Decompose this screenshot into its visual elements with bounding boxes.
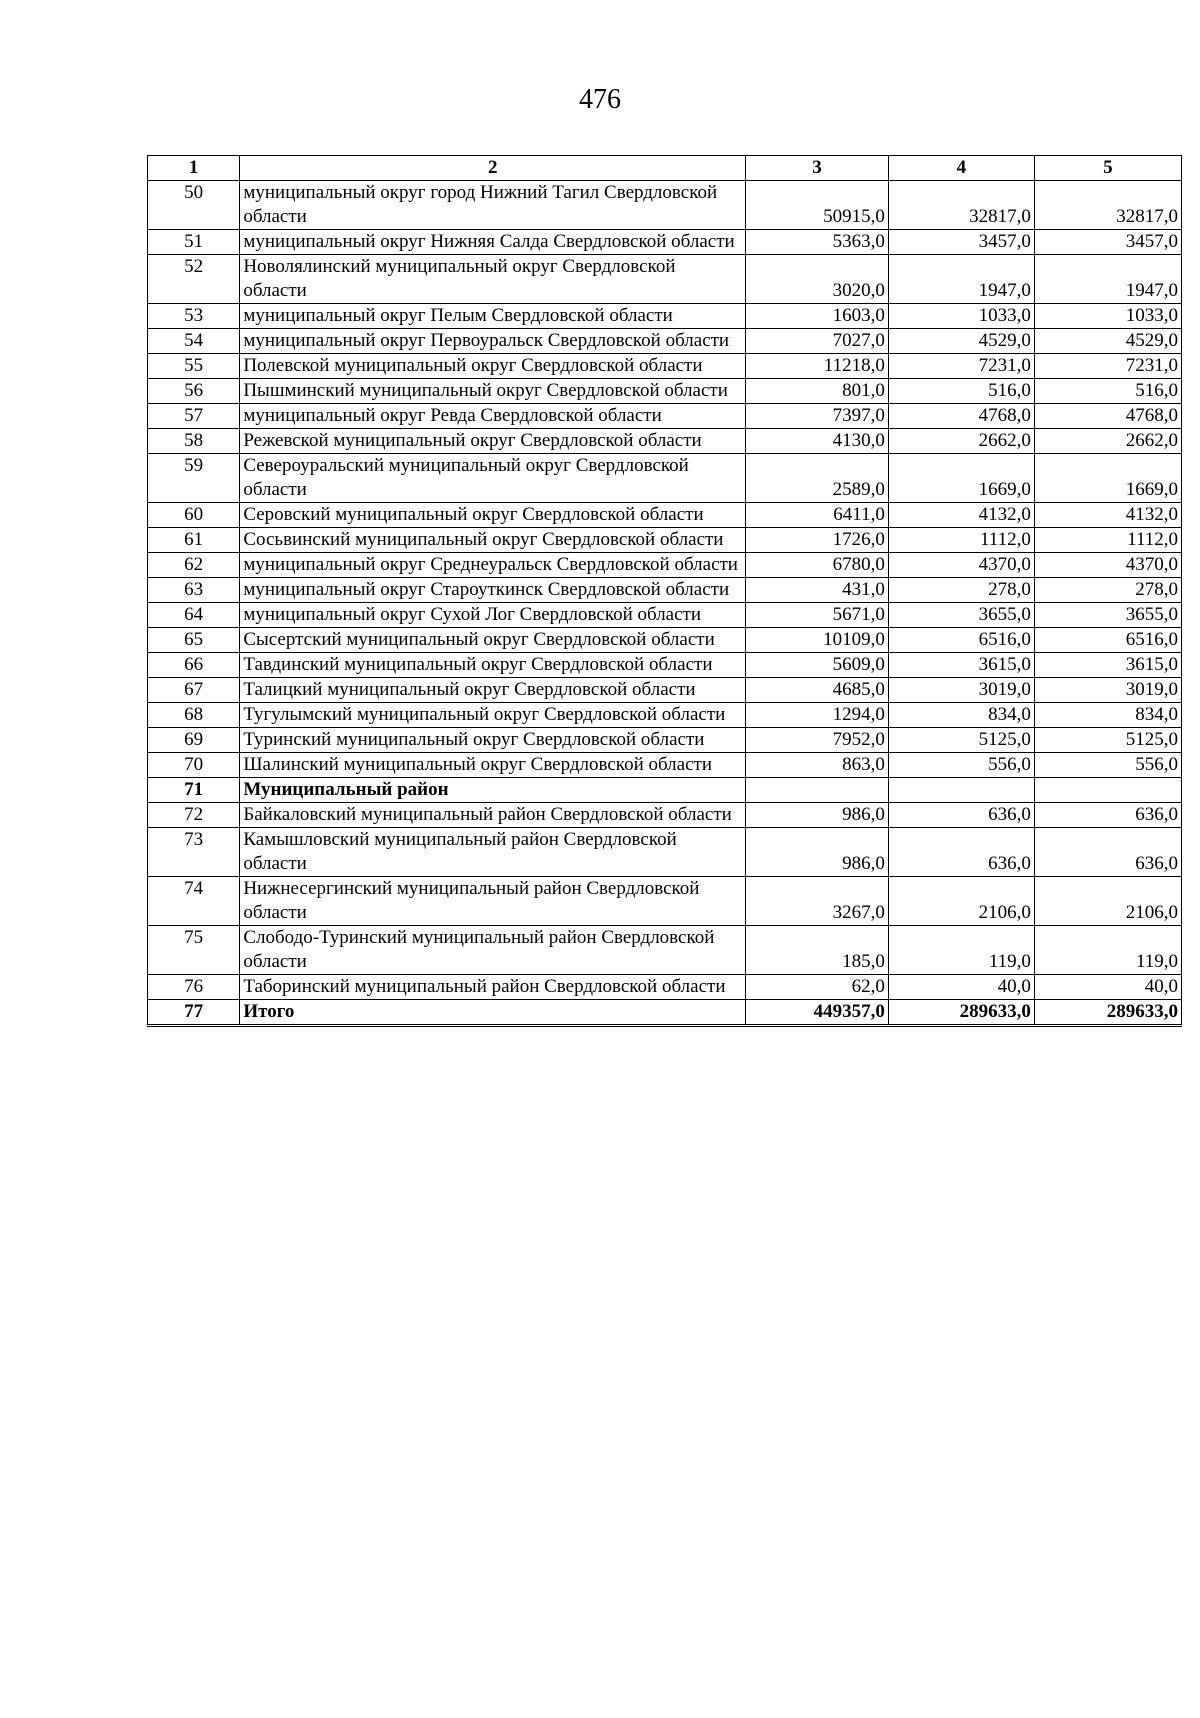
municipality-name: Итого [240, 1000, 746, 1026]
value-col-4: 2106,0 [888, 877, 1034, 926]
municipality-name: Серовский муниципальный округ Свердловской области [240, 503, 746, 528]
value-col-5: 6516,0 [1034, 628, 1181, 653]
table-row [148, 578, 1182, 603]
table-row [148, 304, 1182, 329]
row-number: 59 [148, 454, 240, 503]
municipality-name: муниципальный округ Первоуральск Свердловской области [240, 329, 746, 354]
row-number: 60 [148, 503, 240, 528]
value-col-3: 863,0 [746, 753, 889, 778]
value-col-3: 3020,0 [746, 255, 889, 304]
value-col-4: 636,0 [888, 803, 1034, 828]
table-row [148, 230, 1182, 255]
value-col-3: 2589,0 [746, 454, 889, 503]
value-col-4: 40,0 [888, 975, 1034, 1000]
value-col-4: 278,0 [888, 578, 1034, 603]
value-col-5: 1033,0 [1034, 304, 1181, 329]
value-col-5: 3457,0 [1034, 230, 1181, 255]
value-col-4: 4768,0 [888, 404, 1034, 429]
value-col-5 [1034, 778, 1181, 803]
value-col-3: 986,0 [746, 803, 889, 828]
value-col-4: 7231,0 [888, 354, 1034, 379]
municipality-name: Нижнесергинский муниципальный район Свердловской области [240, 877, 746, 926]
value-col-5: 4370,0 [1034, 553, 1181, 578]
value-col-4: 3457,0 [888, 230, 1034, 255]
row-number: 73 [148, 828, 240, 877]
municipality-name: Полевской муниципальный округ Свердловской области [240, 354, 746, 379]
value-col-4: 3019,0 [888, 678, 1034, 703]
municipality-name: Тавдинский муниципальный округ Свердловской области [240, 653, 746, 678]
value-col-4: 1033,0 [888, 304, 1034, 329]
row-number: 69 [148, 728, 240, 753]
value-col-4: 556,0 [888, 753, 1034, 778]
row-number: 64 [148, 603, 240, 628]
value-col-4: 1112,0 [888, 528, 1034, 553]
table-row [148, 255, 1182, 304]
row-number: 63 [148, 578, 240, 603]
row-number: 51 [148, 230, 240, 255]
value-col-5: 636,0 [1034, 803, 1181, 828]
column-header-5: 5 [1034, 156, 1181, 181]
value-col-3 [746, 778, 889, 803]
value-col-4: 4132,0 [888, 503, 1034, 528]
table-row [148, 528, 1182, 553]
table-row [148, 778, 1182, 803]
value-col-4: 119,0 [888, 926, 1034, 975]
table-row [148, 728, 1182, 753]
municipality-name: Сысертский муниципальный округ Свердловской области [240, 628, 746, 653]
table-row [148, 429, 1182, 454]
row-number: 67 [148, 678, 240, 703]
municipality-name: Сосьвинский муниципальный округ Свердловской области [240, 528, 746, 553]
table-row [148, 181, 1182, 230]
value-col-3: 50915,0 [746, 181, 889, 230]
value-col-3: 7952,0 [746, 728, 889, 753]
table-row [148, 703, 1182, 728]
value-col-3: 5609,0 [746, 653, 889, 678]
municipality-name: Шалинский муниципальный округ Свердловской области [240, 753, 746, 778]
value-col-4: 6516,0 [888, 628, 1034, 653]
municipality-name: муниципальный округ Среднеуральск Свердловской области [240, 553, 746, 578]
municipality-name: муниципальный округ Нижняя Салда Свердловской области [240, 230, 746, 255]
row-number: 74 [148, 877, 240, 926]
row-number: 50 [148, 181, 240, 230]
column-header-3: 3 [746, 156, 889, 181]
table-row [148, 354, 1182, 379]
value-col-4: 636,0 [888, 828, 1034, 877]
value-col-5: 1669,0 [1034, 454, 1181, 503]
row-number: 56 [148, 379, 240, 404]
value-col-5: 516,0 [1034, 379, 1181, 404]
value-col-4: 1947,0 [888, 255, 1034, 304]
value-col-4: 3655,0 [888, 603, 1034, 628]
value-col-3: 62,0 [746, 975, 889, 1000]
municipality-name: Тугулымский муниципальный округ Свердловской области [240, 703, 746, 728]
value-col-3: 11218,0 [746, 354, 889, 379]
row-number: 62 [148, 553, 240, 578]
table-row [148, 503, 1182, 528]
value-col-3: 7027,0 [746, 329, 889, 354]
table-row [148, 975, 1182, 1000]
table-row [148, 553, 1182, 578]
municipality-name: Камышловский муниципальный район Свердловской области [240, 828, 746, 877]
row-number: 61 [148, 528, 240, 553]
value-col-5: 4132,0 [1034, 503, 1181, 528]
municipality-name: Новолялинский муниципальный округ Свердловской области [240, 255, 746, 304]
value-col-3: 185,0 [746, 926, 889, 975]
value-col-4: 3615,0 [888, 653, 1034, 678]
value-col-3: 431,0 [746, 578, 889, 603]
value-col-4: 289633,0 [888, 1000, 1034, 1026]
value-col-3: 6411,0 [746, 503, 889, 528]
value-col-5: 834,0 [1034, 703, 1181, 728]
table-row [148, 926, 1182, 975]
value-col-5: 3655,0 [1034, 603, 1181, 628]
value-col-5: 278,0 [1034, 578, 1181, 603]
value-col-5: 636,0 [1034, 828, 1181, 877]
value-col-4: 834,0 [888, 703, 1034, 728]
column-header-2: 2 [240, 156, 746, 181]
header-row [148, 156, 1182, 181]
municipality-name: Слободо-Туринский муниципальный район Свердловской области [240, 926, 746, 975]
row-number: 76 [148, 975, 240, 1000]
value-col-5: 32817,0 [1034, 181, 1181, 230]
value-col-3: 4685,0 [746, 678, 889, 703]
value-col-5: 7231,0 [1034, 354, 1181, 379]
row-number: 70 [148, 753, 240, 778]
table-row [148, 628, 1182, 653]
value-col-4: 2662,0 [888, 429, 1034, 454]
value-col-5: 119,0 [1034, 926, 1181, 975]
value-col-3: 449357,0 [746, 1000, 889, 1026]
value-col-5: 3615,0 [1034, 653, 1181, 678]
municipality-name: муниципальный округ Сухой Лог Свердловской области [240, 603, 746, 628]
table-row [148, 828, 1182, 877]
value-col-5: 1947,0 [1034, 255, 1181, 304]
municipality-name: Североуральский муниципальный округ Свердловской области [240, 454, 746, 503]
value-col-5: 2106,0 [1034, 877, 1181, 926]
municipality-name: муниципальный округ город Нижний Тагил Свердловской области [240, 181, 746, 230]
row-number: 54 [148, 329, 240, 354]
value-col-4: 4370,0 [888, 553, 1034, 578]
municipality-name: Муниципальный район [240, 778, 746, 803]
table-row [148, 454, 1182, 503]
value-col-4: 1669,0 [888, 454, 1034, 503]
table-row [148, 653, 1182, 678]
value-col-4: 5125,0 [888, 728, 1034, 753]
value-col-3: 801,0 [746, 379, 889, 404]
municipality-name: Туринский муниципальный округ Свердловской области [240, 728, 746, 753]
column-header-1: 1 [148, 156, 240, 181]
allocation-table [147, 155, 1182, 1027]
municipality-name: Режевской муниципальный округ Свердловской области [240, 429, 746, 454]
municipality-name: муниципальный округ Пелым Свердловской области [240, 304, 746, 329]
municipality-name: Талицкий муниципальный округ Свердловской области [240, 678, 746, 703]
value-col-5: 4768,0 [1034, 404, 1181, 429]
value-col-5: 1112,0 [1034, 528, 1181, 553]
value-col-3: 10109,0 [746, 628, 889, 653]
table-row [148, 753, 1182, 778]
value-col-4: 32817,0 [888, 181, 1034, 230]
value-col-3: 5671,0 [746, 603, 889, 628]
row-number: 77 [148, 1000, 240, 1026]
table-body [148, 181, 1182, 1026]
row-number: 75 [148, 926, 240, 975]
value-col-3: 6780,0 [746, 553, 889, 578]
row-number: 58 [148, 429, 240, 454]
municipality-name: Байкаловский муниципальный район Свердловской области [240, 803, 746, 828]
value-col-3: 7397,0 [746, 404, 889, 429]
table-row [148, 877, 1182, 926]
value-col-3: 1294,0 [746, 703, 889, 728]
table-row [148, 329, 1182, 354]
value-col-3: 4130,0 [746, 429, 889, 454]
row-number: 66 [148, 653, 240, 678]
value-col-5: 5125,0 [1034, 728, 1181, 753]
row-number: 55 [148, 354, 240, 379]
row-number: 71 [148, 778, 240, 803]
value-col-3: 5363,0 [746, 230, 889, 255]
value-col-5: 556,0 [1034, 753, 1181, 778]
page-number: 476 [579, 84, 621, 115]
value-col-3: 1726,0 [746, 528, 889, 553]
row-number: 68 [148, 703, 240, 728]
value-col-5: 2662,0 [1034, 429, 1181, 454]
municipality-name: муниципальный округ Ревда Свердловской области [240, 404, 746, 429]
row-number: 72 [148, 803, 240, 828]
table-row [148, 379, 1182, 404]
municipality-name: Таборинский муниципальный район Свердловской области [240, 975, 746, 1000]
row-number: 57 [148, 404, 240, 429]
table-row [148, 803, 1182, 828]
row-number: 52 [148, 255, 240, 304]
value-col-3: 3267,0 [746, 877, 889, 926]
table-row [148, 1000, 1182, 1026]
row-number: 65 [148, 628, 240, 653]
value-col-5: 40,0 [1034, 975, 1181, 1000]
value-col-5: 4529,0 [1034, 329, 1181, 354]
column-header-4: 4 [888, 156, 1034, 181]
municipality-name: Пышминский муниципальный округ Свердловской области [240, 379, 746, 404]
value-col-3: 1603,0 [746, 304, 889, 329]
value-col-4: 4529,0 [888, 329, 1034, 354]
row-number: 53 [148, 304, 240, 329]
table-row [148, 678, 1182, 703]
municipality-name: муниципальный округ Староуткинск Свердловской области [240, 578, 746, 603]
value-col-3: 986,0 [746, 828, 889, 877]
value-col-4: 516,0 [888, 379, 1034, 404]
table-row [148, 603, 1182, 628]
value-col-4 [888, 778, 1034, 803]
table-row [148, 404, 1182, 429]
value-col-5: 3019,0 [1034, 678, 1181, 703]
value-col-5: 289633,0 [1034, 1000, 1181, 1026]
